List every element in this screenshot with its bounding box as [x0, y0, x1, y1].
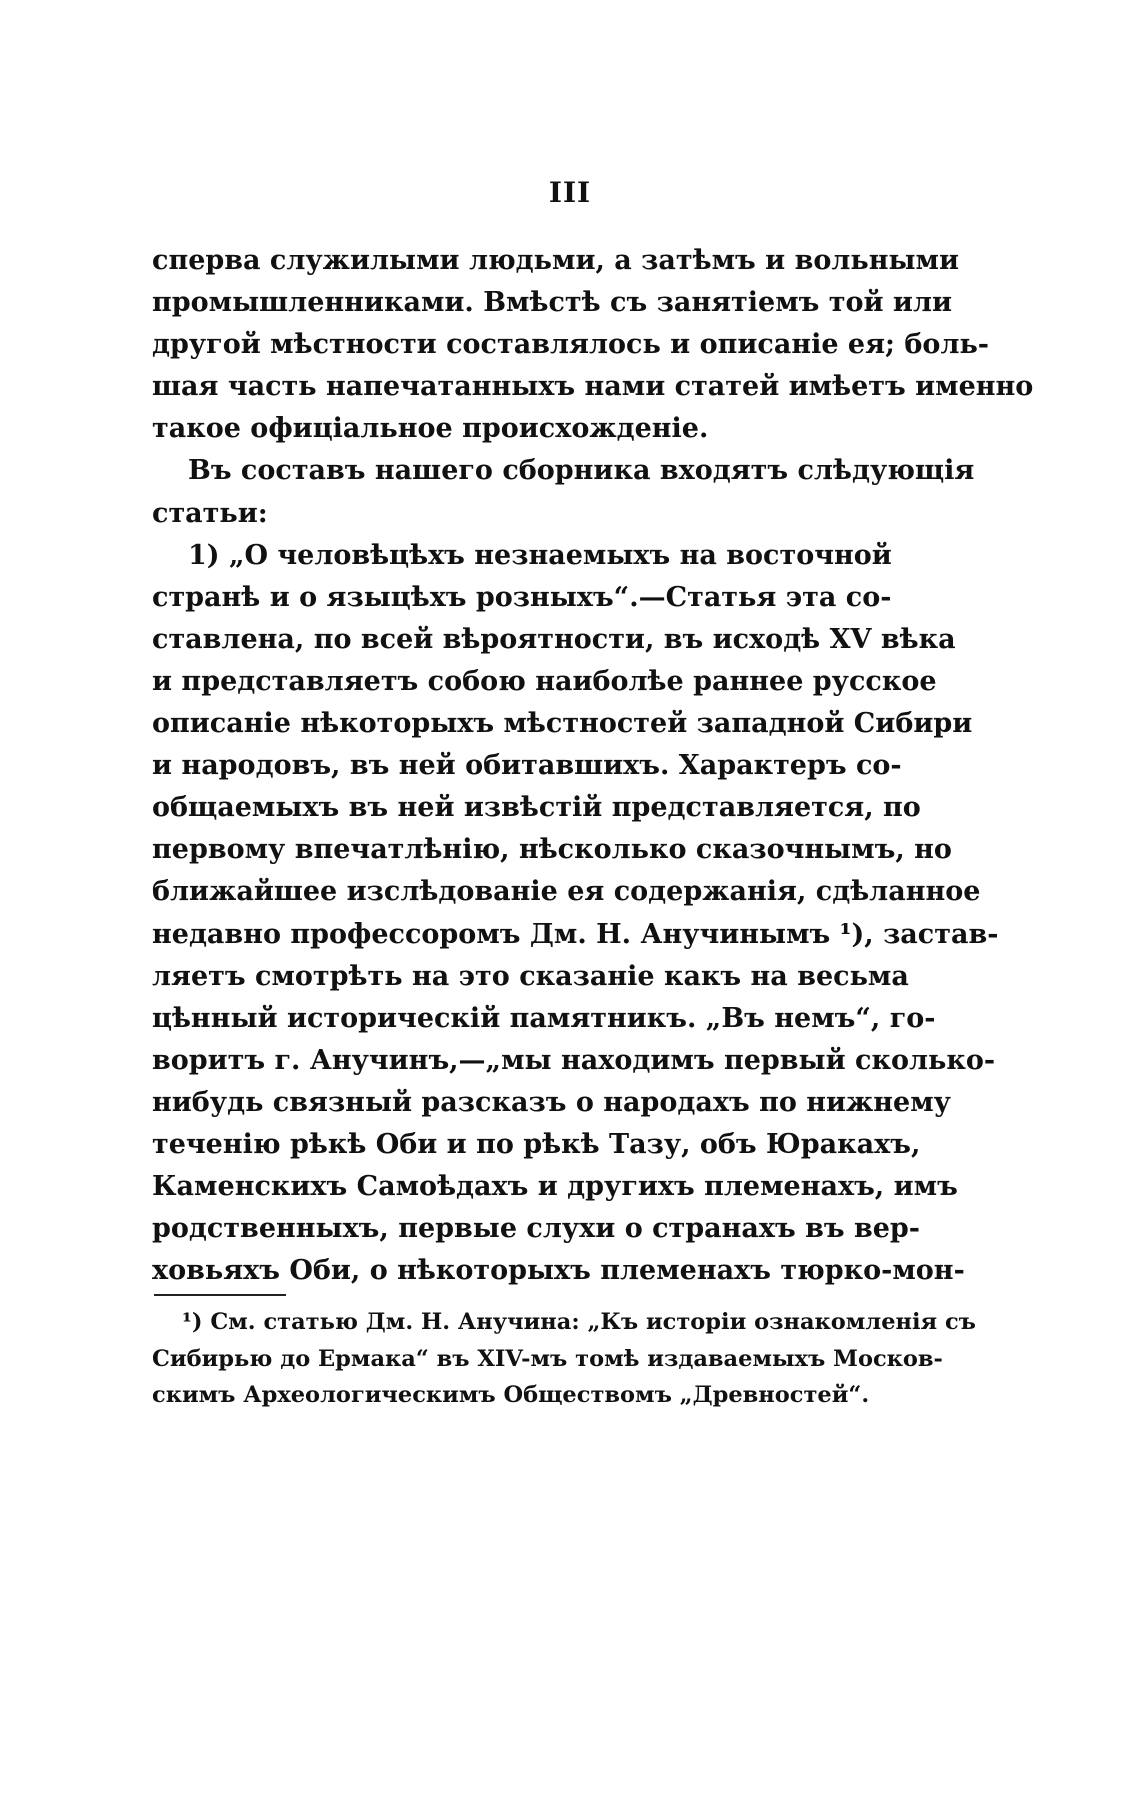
text-line: шая часть напечатанныхъ нами статей имѣетъ именно: [152, 371, 1034, 403]
text-line: Каменскихъ Самоѣдахъ и другихъ племенахъ, имъ: [152, 1171, 958, 1203]
text-line: ховьяхъ Оби, о нѣкоторыхъ племенахъ тюрко-мон-: [152, 1255, 965, 1287]
text-line: такое офиціальное происхожденіе.: [152, 413, 709, 445]
text-line: ставлена, по всей вѣроятности, въ исходѣ XV вѣка: [152, 623, 956, 655]
text-line: ляетъ смотрѣть на это сказаніе какъ на весьма: [152, 960, 909, 992]
footnote: [152, 1304, 976, 1414]
text-line: 1) „О человѣцѣхъ незнаемыхъ на восточной: [188, 539, 892, 571]
text-line: общаемыхъ въ ней извѣстій представляется, по: [152, 792, 921, 824]
text-line: воритъ г. Анучинъ,—„мы находимъ первый сколько-: [152, 1044, 996, 1076]
footnote-line: скимъ Археологическимъ Обществомъ „Древностей“.: [152, 1382, 870, 1408]
text-line: другой мѣстности составлялось и описаніе ея; боль-: [152, 329, 990, 361]
text-line: ближайшее изслѣдованіе ея содержанія, сдѣланное: [152, 876, 981, 908]
footnote-line: ¹) См. статью Дм. Н. Анучина: „Къ исторіи ознакомленія съ: [182, 1309, 976, 1335]
text-line: промышленниками. Вмѣстѣ съ занятіемъ той или: [152, 287, 953, 319]
text-line: странѣ и о языцѣхъ розныхъ“.—Статья эта со-: [152, 581, 892, 613]
text-line: нибудь связный разсказъ о народахъ по нижнему: [152, 1086, 951, 1118]
text-line: и народовъ, въ ней обитавшихъ. Характеръ со-: [152, 750, 902, 782]
text-line: и представляетъ собою наиболѣе раннее русское: [152, 665, 937, 697]
main-text: [152, 240, 1034, 1292]
footnote-line: Сибирью до Ермака“ въ XIV-мъ томѣ издаваемыхъ Москов-: [152, 1345, 943, 1372]
text-line: первому впечатлѣнію, нѣсколько сказочнымъ, но: [152, 834, 952, 866]
text-line: цѣнный историческій памятникъ. „Въ немъ“, го-: [152, 1002, 936, 1034]
text-line: сперва служилыми людьми, а затѣмъ и вольными: [152, 245, 960, 276]
text-line: родственныхъ, первые слухи о странахъ въ вер-: [152, 1213, 921, 1245]
text-line: описаніе нѣкоторыхъ мѣстностей западной Сибири: [152, 708, 973, 740]
text-line: теченію рѣкѣ Оби и по рѣкѣ Тазу, объ Юракахъ,: [152, 1128, 921, 1160]
footnote-rule: [154, 1294, 286, 1296]
page-number: III: [548, 176, 592, 209]
text-line: недавно профессоромъ Дм. Н. Анучинымъ ¹), застав-: [152, 918, 999, 950]
text-line: статьи:: [152, 497, 268, 529]
text-line: Въ составъ нашего сборника входятъ слѣдующія: [188, 455, 975, 487]
